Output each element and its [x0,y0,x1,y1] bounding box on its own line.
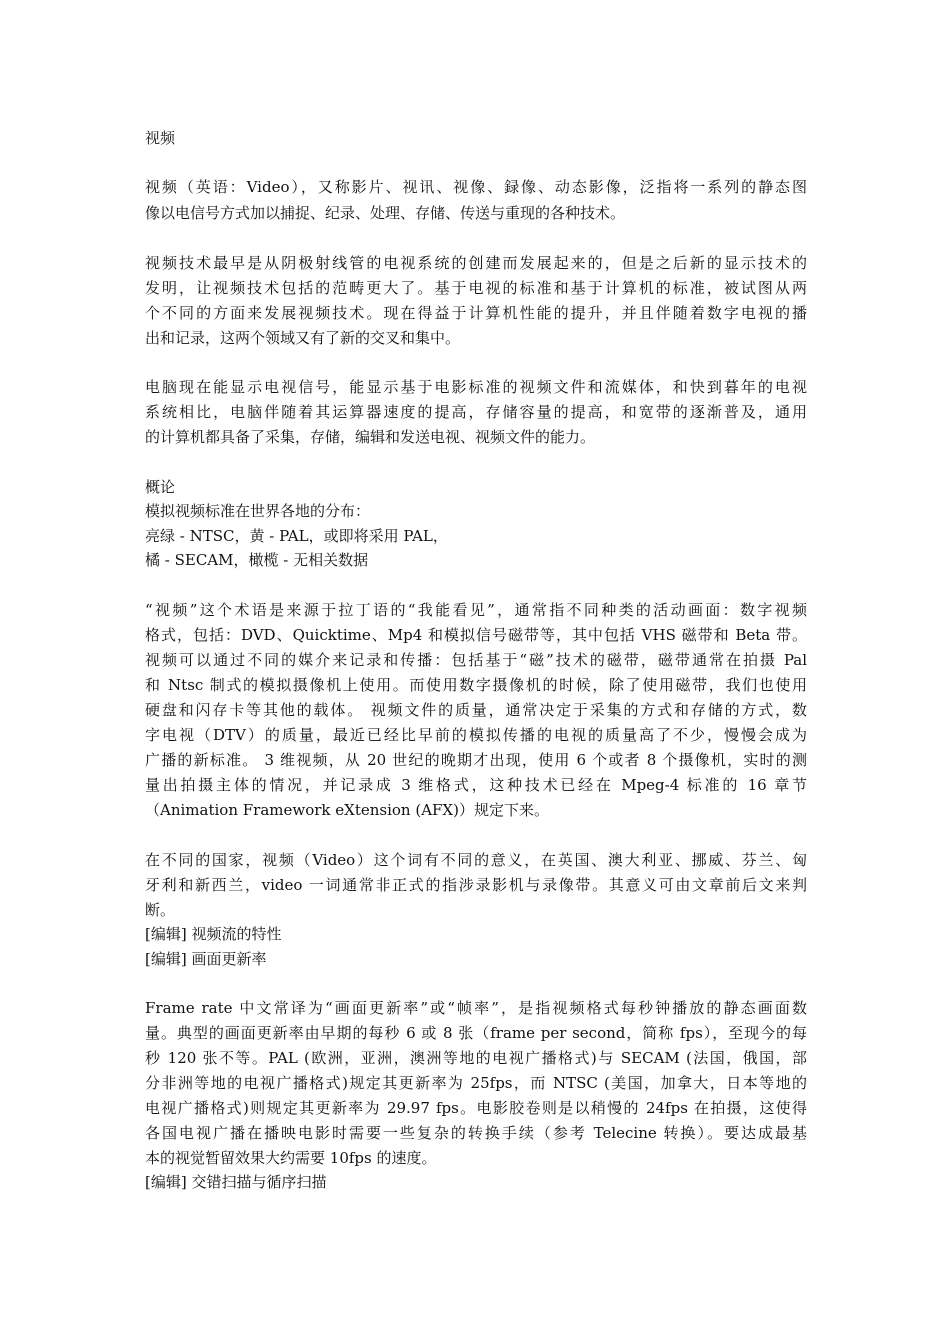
paragraph-line: 量。典型的画面更新率由早期的每秒 6 或 8 张（frame per second，简称 fps），至现今的每 [145,1024,807,1042]
paragraph-line: 系统相比，电脑伴随着其运算器速度的提高，存储容量的提高，和宽带的逐渐普及，通用 [145,403,807,421]
paragraph-line: 视频技术最早是从阴极射线管的电视系统的创建而发展起来的，但是之后新的显示技术的 [145,254,807,272]
paragraph-line: 模拟视频标准在世界各地的分布： [145,502,371,520]
paragraph-line: 亮绿 - NTSC，黄 - PAL，或即将采用 PAL， [145,527,448,545]
paragraph-line: 电脑现在能显示电视信号，能显示基于电影标准的视频文件和流媒体，和快到暮年的电视 [145,378,807,396]
paragraph-line: 视频（英语：Video），又称影片、视讯、视像、録像、动态影像，泛指将一系列的静态图 [145,178,807,196]
paragraph-line: 视频可以通过不同的媒介来记录和传播：包括基于“磁”技术的磁带，磁带通常在拍摄 Pal [145,651,807,669]
document-title: 视频 [145,129,176,147]
paragraph-line: 各国电视广播在播映电影时需要一些复杂的转换手续（参考 Telecine 转换）。要达成最基 [145,1124,807,1142]
paragraph-line: 在不同的国家，视频（Video）这个词有不同的意义，在英国、澳大利亚、挪威、芬兰、匈 [145,851,807,869]
paragraph-line: 断。 [145,901,176,919]
paragraph-line: 硬盘和闪存卡等其他的载体。 视频文件的质量，通常决定于采集的方式和存储的方式，数 [145,701,807,719]
paragraph-line: 量出拍摄主体的情况，并记录成 3 维格式，这种技术已经在 Mpeg-4 标准的 16 章节 [145,776,807,794]
paragraph-line: 个不同的方面来发展视频技术。现在得益于计算机性能的提升，并且伴随着数字电视的播 [145,304,807,322]
paragraph-line: （Animation Framework eXtension (AFX)）规定下来。 [145,801,549,819]
paragraph-line: 秒 120 张不等。PAL (欧洲，亚洲，澳洲等地的电视广播格式)与 SECAM (法国，俄国，部 [145,1049,807,1067]
paragraph-line: 分非洲等地的电视广播格式)规定其更新率为 25fps，而 NTSC (美国，加拿大，日本等地的 [145,1074,807,1092]
paragraph-line: 像以电信号方式加以捕捉、纪录、处理、存储、传送与重现的各种技术。 [145,204,626,222]
paragraph-line: 牙利和新西兰，video 一词通常非正式的指涉录影机与录像带。其意义可由文章前后文来判 [145,876,807,894]
paragraph-line: 格式，包括：DVD、Quicktime、Mp4 和模拟信号磁带等，其中包括 VHS 磁带和 Beta 带。 [145,626,807,644]
paragraph-line: 发明，让视频技术包括的范畴更大了。基于电视的标准和基于计算机的标准，被试图从两 [145,279,807,297]
paragraph-line: 字电视（DTV）的质量，最近已经比早前的模拟传播的电视的质量高了不少，慢慢会成为 [145,726,807,744]
paragraph-line: 电视广播格式)则规定其更新率为 29.97 fps。电影胶卷则是以稍慢的 24fps 在拍摄，这使得 [145,1099,807,1117]
section-heading: 概论 [145,478,176,496]
paragraph-line: 的计算机都具备了采集，存储，编辑和发送电视、视频文件的能力。 [145,428,596,446]
edit-section-link[interactable]: [编辑] 交错扫描与循序扫描 [145,1173,327,1191]
edit-section-link[interactable]: [编辑] 视频流的特性 [145,925,282,943]
paragraph-line: 橘 - SECAM，橄榄 - 无相关数据 [145,551,369,569]
paragraph-line: “视频”这个术语是来源于拉丁语的“我能看见”，通常指不同种类的活动画面：数字视频 [145,601,807,619]
paragraph-line: Frame rate 中文常译为“画面更新率”或“帧率”，是指视频格式每秒钟播放的静态画面数 [145,999,807,1017]
edit-section-link[interactable]: [编辑] 画面更新率 [145,950,267,968]
paragraph-line: 和 Ntsc 制式的模拟摄像机上使用。而使用数字摄像机的时候，除了使用磁带，我们也使用 [145,676,807,694]
paragraph-line: 广播的新标准。 3 维视频，从 20 世纪的晚期才出现，使用 6 个或者 8 个摄像机，实时的测 [145,751,807,769]
paragraph-line: 本的视觉暂留效果大约需要 10fps 的速度。 [145,1149,437,1167]
paragraph-line: 出和记录，这两个领域又有了新的交叉和集中。 [145,329,461,347]
